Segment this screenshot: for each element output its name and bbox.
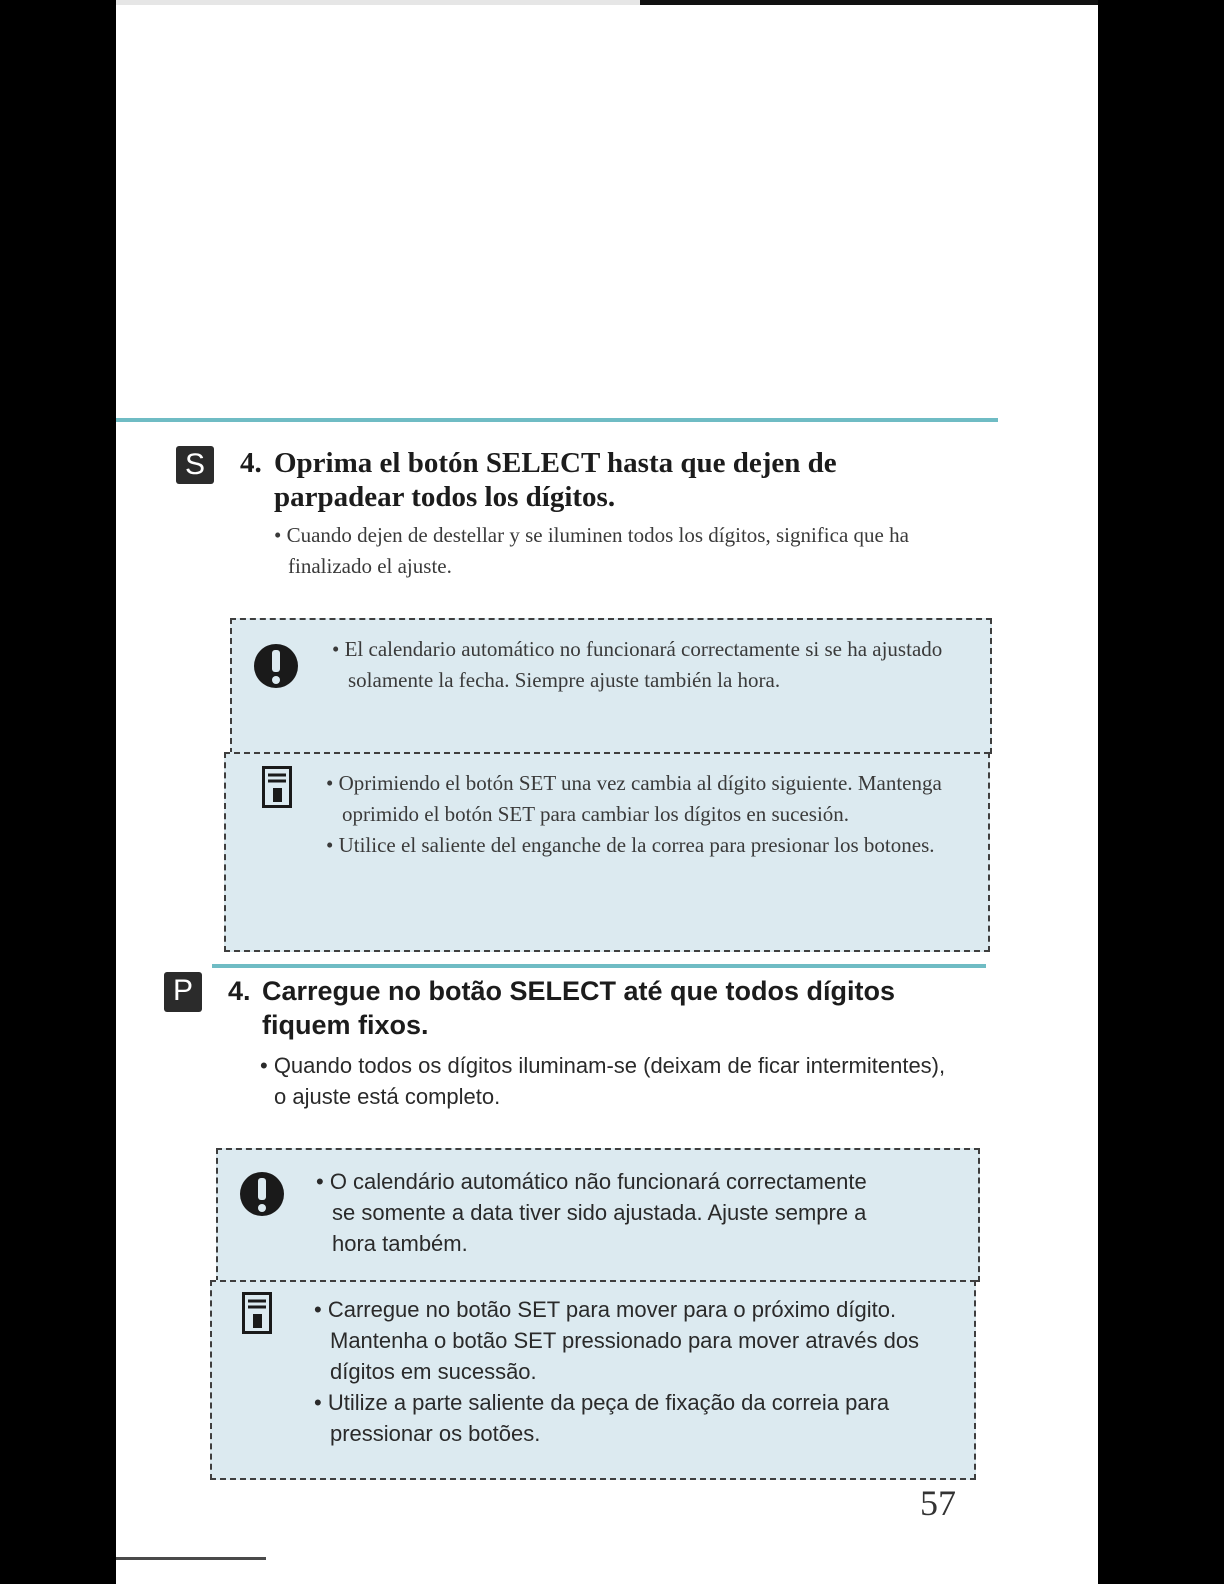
memo-item: • Utilize a parte saliente da peça de fixação da correia para pressionar os botões. [314,1390,890,1446]
scan-bottom-mark [116,1557,266,1560]
step-heading-spanish [240,446,900,514]
step-number: 4. [240,447,262,479]
memo-icon [262,766,292,808]
caution-icon [238,1168,286,1226]
scan-left-border [0,0,116,1584]
page-number: 57 [920,1483,956,1523]
language-badge-spanish: S [176,446,214,484]
scan-right-border [1098,0,1224,1584]
step-heading-portuguese [228,974,908,1042]
memo-item: • Carregue no botão SET para mover para o próximo dígito. Mantenha o botão SET pressionado para mover através dos dígitos em sucessão. [314,1297,920,1384]
memo-item: • Utilice el saliente del enganche de la correa para presionar los botones. [326,833,935,857]
memo-icon [242,1292,272,1334]
memo-box-spanish [224,752,990,952]
step-number: 4. [228,976,251,1006]
memo-item: • Oprimiendo el botón SET una vez cambia al dígito siguiente. Mantenga oprimido el botón SET para cambiar los dígitos en sucesión. [326,771,942,826]
section-rule-portuguese [212,964,986,968]
step-bullet-portuguese: • Quando todos os dígitos iluminam-se (deixam de ficar intermitentes), o ajuste está completo. [260,1053,946,1109]
section-rule-spanish [116,418,998,422]
caution-icon [252,640,300,698]
caution-item: • El calendario automático no funcionará correctamente si se ha ajustado solamente la fecha. Siempre ajuste también la hora. [332,637,943,692]
scan-top-border-dark [640,0,1098,5]
caution-box-portuguese [216,1148,980,1282]
step-heading-text: Oprima el botón SELECT hasta que dejen de parpadear todos los dígitos. [274,447,837,513]
caution-item: • O calendário automático não funcionará correctamente se somente a data tiver sido ajustada. Ajuste sempre a hora também. [316,1169,867,1256]
step-bullet-spanish: • Cuando dejen de destellar y se iluminen todos los dígitos, significa que ha finalizado el ajuste. [274,523,909,578]
step-heading-text: Carregue no botão SELECT até que todos dígitos fiquem fixos. [262,976,896,1040]
language-badge-portuguese: P [164,972,202,1012]
caution-box-spanish [230,618,992,754]
memo-box-portuguese [210,1280,976,1480]
